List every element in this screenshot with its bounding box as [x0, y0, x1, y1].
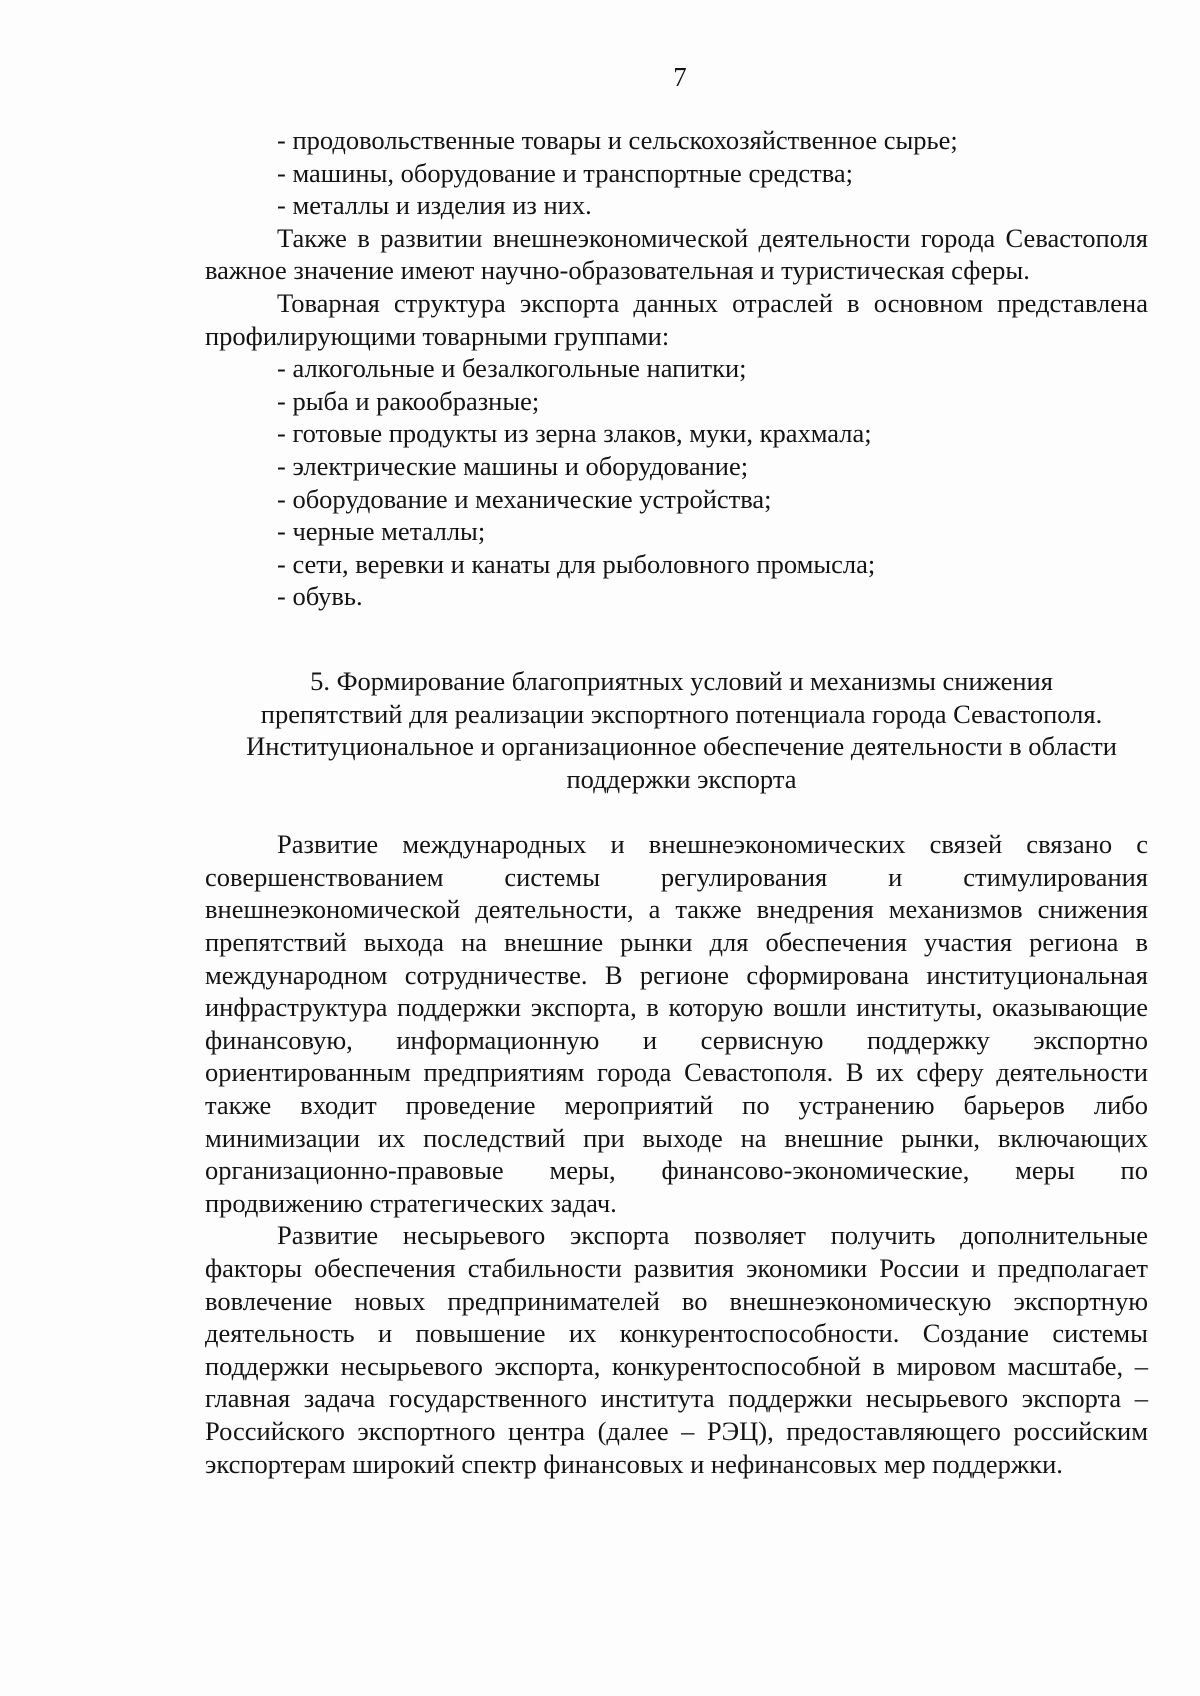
- list-item: - продовольственные товары и сельскохозяйственное сырье;: [277, 125, 958, 155]
- document-body: [205, 124, 1148, 1480]
- list-item: - машины, оборудование и транспортные средства;: [277, 157, 853, 188]
- list-item: - металлы и изделия из них.: [277, 190, 592, 221]
- list-item: - сети, веревки и канаты для рыболовного промысла;: [277, 548, 876, 579]
- list-item: - черные металлы;: [277, 516, 486, 547]
- spacer: [205, 613, 1148, 665]
- section-heading: [205, 665, 1148, 795]
- product-groups-list: [205, 352, 1148, 613]
- list-item: - алкогольные и безалкогольные напитки;: [277, 353, 747, 384]
- heading-line: 5. Формирование благоприятных условий и механизмы снижения: [310, 665, 1053, 696]
- paragraph-international-relations: Развитие международных и внешнеэкономических связей связано с совершенствованием системы регулирования и стимулирования внешнеэкономической деятельности, а также внедрения механизмов снижения препятствий выхода на внешние рынки для обеспечения участия региона в международном сотрудничестве. В регионе сформирована институциональная инфраструктура поддержки экспорта, в которую вошли институты, оказывающие финансовую, информационную и сервисную поддержку экспортно ориентированным предприятиям города Севастополя. В их сферу деятельности также входит проведение мероприятий по устранению барьеров либо минимизации их последствий при выходе на внешние рынки, включающих организационно-правовые меры, финансово-экономические, меры по продвижению стратегических задач.: [205, 829, 1148, 1218]
- paragraph-export-structure: Товарная структура экспорта данных отраслей в основном представлена профилирующими товарными группами:: [205, 287, 1148, 351]
- list-item: - рыба и ракообразные;: [277, 385, 540, 416]
- heading-line: поддержки экспорта: [566, 763, 797, 794]
- list-item: - электрические машины и оборудование;: [277, 450, 749, 481]
- export-goods-list: [205, 124, 1148, 222]
- spacer: [205, 795, 1148, 828]
- list-item: - обувь.: [277, 581, 363, 612]
- paragraph-non-resource-export: Развитие несырьевого экспорта позволяет получить дополнительные факторы обеспечения стабильности развития экономики России и предполагает вовлечение новых предпринимателей во внешнеэкономическую экспортную деятельность и повышение их конкурентоспособности. Создание системы поддержки несырьевого экспорта, конкурентоспособной в мировом масштабе, – главная задача государственного института поддержки несырьевого экспорта – Российского экспортного центра (далее – РЭЦ), предоставляющего российским экспортерам широкий спектр финансовых и нефинансовых мер поддержки.: [205, 1220, 1148, 1479]
- heading-line: препятствий для реализации экспортного потенциала города Севастополя.: [260, 698, 1103, 729]
- paragraph-science-tourism: Также в развитии внешнеэкономической деятельности города Севастополя важное значение имеют научно-образовательная и туристическая сферы.: [205, 222, 1148, 286]
- heading-line: Институциональное и организационное обеспечение деятельности в области: [246, 731, 1117, 762]
- list-item: - готовые продукты из зерна злаков, муки, крахмала;: [277, 418, 872, 449]
- page-number: 7: [673, 62, 687, 92]
- list-item: - оборудование и механические устройства;: [277, 483, 772, 514]
